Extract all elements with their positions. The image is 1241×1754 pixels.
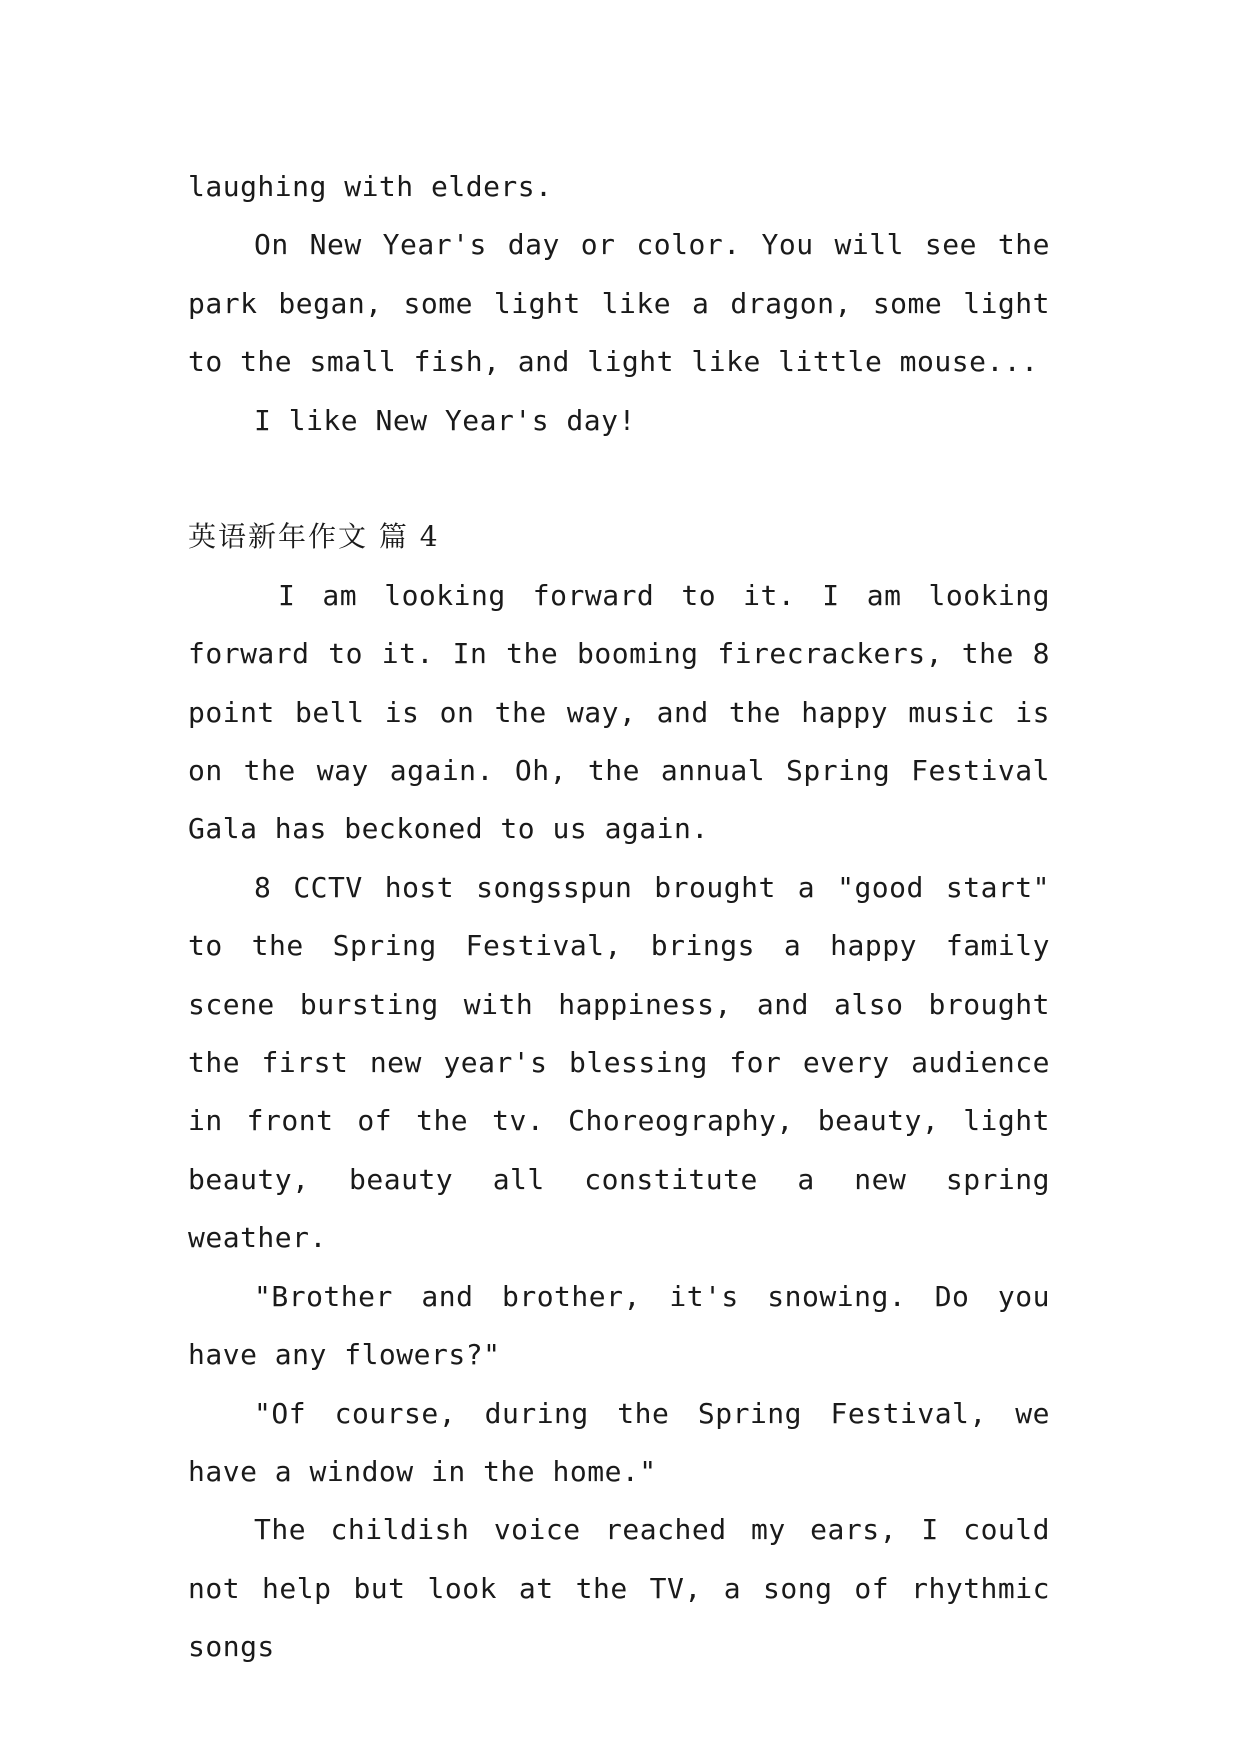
document-body <box>188 158 1050 1677</box>
paragraph-new-year-lights: On New Year's day or color. You will see the park began, some light like a dragon, some light to the small fish, and light like little mouse... <box>188 228 1050 379</box>
paragraph-childish-voice: The childish voice reached my ears, I could not help but look at the TV, a song of rhythmic songs <box>188 1513 1050 1664</box>
paragraph-looking-forward: I am looking forward to it. I am looking forward to it. In the booming firecrackers, the 8 point bell is on the way, and the happy music is on the way again. Oh, the annual Spring Festival Gala has beckoned to us again. <box>188 578 1050 846</box>
paragraph-dialogue-question: "Brother and brother, it's snowing. Do you have any flowers?" <box>188 1279 1050 1372</box>
section-heading: 英语新年作文 篇 4 <box>188 520 440 554</box>
section-gap <box>188 450 1050 508</box>
paragraph-dialogue-answer: "Of course, during the Spring Festival, we have a window in the home." <box>188 1396 1050 1488</box>
paragraph-cctv-host: 8 CCTV host songsspun brought a "good start" to the Spring Festival, brings a happy family scene bursting with happiness, and also brought the first new year's blessing for every audience in front of the tv. Choreography, beauty, light beauty, beauty all constitute a new spring weather. <box>188 870 1050 1255</box>
paragraph-like-new-year: I like New Year's day! <box>254 403 636 437</box>
paragraph-continuation: laughing with elders. <box>188 170 553 203</box>
